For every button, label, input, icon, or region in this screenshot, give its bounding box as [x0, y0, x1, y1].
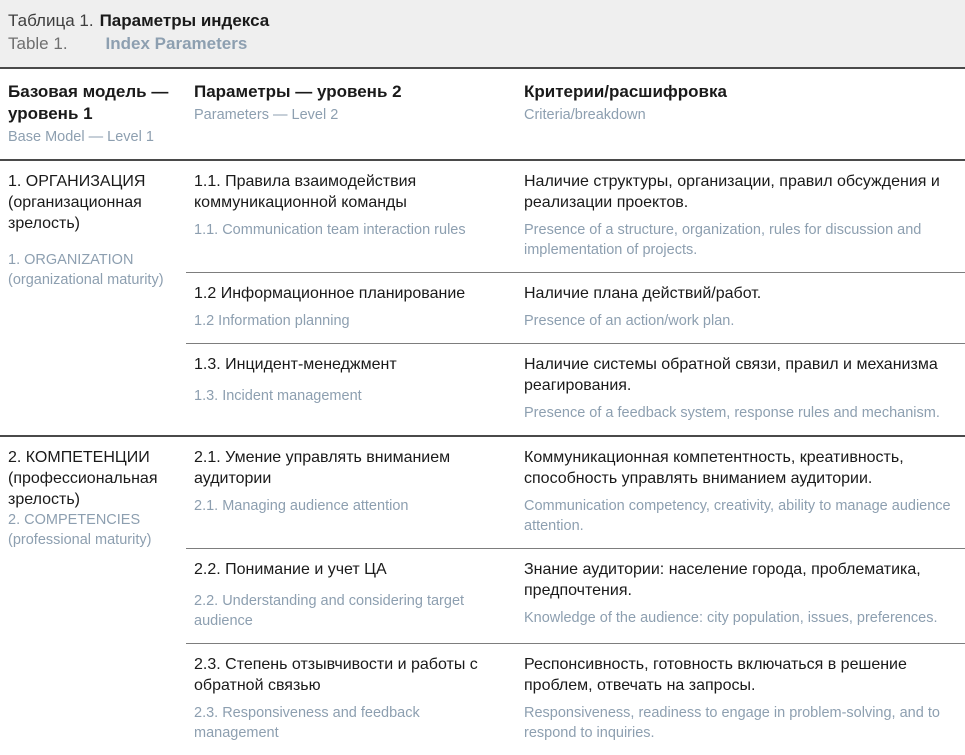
criteria-text-en: Responsiveness, readiness to engage in problem-solving, and to respond to inquiries. [524, 703, 955, 743]
criteria-text-en: Knowledge of the audience: city population, issues, preferences. [524, 608, 955, 628]
criteria-text-ru: Наличие системы обратной связи, правил и механизма реагирования. [524, 354, 955, 396]
parameter-text-ru: 2.1. Умение управлять вниманием аудитории [194, 447, 506, 489]
criteria-text-en: Presence of a feedback system, response rules and mechanism. [524, 403, 955, 423]
header-cell-criteria [516, 68, 965, 160]
parameter-text-en: 1.2 Information planning [194, 311, 506, 331]
header-parameters-ru: Параметры — уровень 2 [194, 81, 506, 103]
group-cell-organization [0, 160, 186, 436]
table-header-row [0, 68, 965, 160]
table-body [0, 160, 965, 755]
criteria-text-en: Communication competency, creativity, ability to manage audience attention. [524, 496, 955, 536]
caption-russian [8, 10, 957, 32]
criteria-cell [516, 644, 965, 755]
table-row [0, 160, 965, 273]
group-label-ru: 2. КОМПЕТЕНЦИИ (профессиональная зрелость) [8, 447, 176, 510]
criteria-cell [516, 549, 965, 644]
header-parameters-en: Parameters — Level 2 [194, 105, 506, 125]
header-criteria-en: Criteria/breakdown [524, 105, 955, 125]
parameter-cell [186, 273, 516, 344]
header-base-model-en: Base Model — Level 1 [8, 127, 176, 147]
table-header [0, 68, 965, 160]
caption-label-en: Table 1. [8, 32, 68, 55]
criteria-text-en: Presence of a structure, organization, rules for discussion and implementation of projects. [524, 220, 955, 260]
parameter-text-ru: 1.1. Правила взаимодействия коммуникационной команды [194, 171, 506, 213]
criteria-cell [516, 436, 965, 549]
caption-title-ru: Параметры индекса [100, 10, 270, 32]
table-caption [0, 0, 965, 67]
parameter-text-en: 2.1. Managing audience attention [194, 496, 506, 516]
parameter-text-en: 2.3. Responsiveness and feedback management [194, 703, 506, 743]
parameter-text-ru: 2.3. Степень отзывчивости и работы с обратной связью [194, 654, 506, 696]
criteria-text-ru: Наличие структуры, организации, правил обсуждения и реализации проектов. [524, 171, 955, 213]
criteria-text-ru: Знание аудитории: население города, проблематика, предпочтения. [524, 559, 955, 601]
header-cell-parameters [186, 68, 516, 160]
parameter-text-ru: 1.3. Инцидент-менеджмент [194, 354, 506, 375]
parameter-text-en: 2.2. Understanding and considering target audience [194, 591, 506, 631]
index-parameters-table [0, 67, 965, 755]
parameter-text-ru: 2.2. Понимание и учет ЦА [194, 559, 506, 580]
group-label-en: 2. COMPETENCIES (professional maturity) [8, 510, 176, 550]
parameter-text-en: 1.3. Incident management [194, 386, 506, 406]
header-criteria-ru: Критерии/расшифровка [524, 81, 955, 103]
criteria-text-ru: Респонсивность, готовность включаться в решение проблем, отвечать на запросы. [524, 654, 955, 696]
parameter-cell [186, 549, 516, 644]
criteria-text-ru: Наличие плана действий/работ. [524, 283, 955, 304]
group-cell-competencies [0, 436, 186, 755]
group-label-ru: 1. ОРГАНИЗАЦИЯ (организационная зрелость) [8, 171, 176, 234]
header-cell-base-model [0, 68, 186, 160]
parameter-text-en: 1.1. Communication team interaction rules [194, 220, 506, 240]
criteria-cell [516, 273, 965, 344]
criteria-text-ru: Коммуникационная компетентность, креативность, способность управлять вниманием аудитории. [524, 447, 955, 489]
group-label-en: 1. ORGANIZATION (organizational maturity) [8, 250, 176, 290]
header-base-model-ru: Базовая модель — уровень 1 [8, 81, 176, 125]
parameter-cell [186, 644, 516, 755]
table-row [0, 436, 965, 549]
caption-title-en: Index Parameters [106, 32, 248, 55]
parameter-cell [186, 344, 516, 437]
caption-label-ru: Таблица 1. [8, 10, 94, 32]
criteria-text-en: Presence of an action/work plan. [524, 311, 955, 331]
parameter-cell [186, 436, 516, 549]
criteria-cell [516, 160, 965, 273]
parameter-cell [186, 160, 516, 273]
caption-english [8, 32, 957, 55]
parameter-text-ru: 1.2 Информационное планирование [194, 283, 506, 304]
criteria-cell [516, 344, 965, 437]
